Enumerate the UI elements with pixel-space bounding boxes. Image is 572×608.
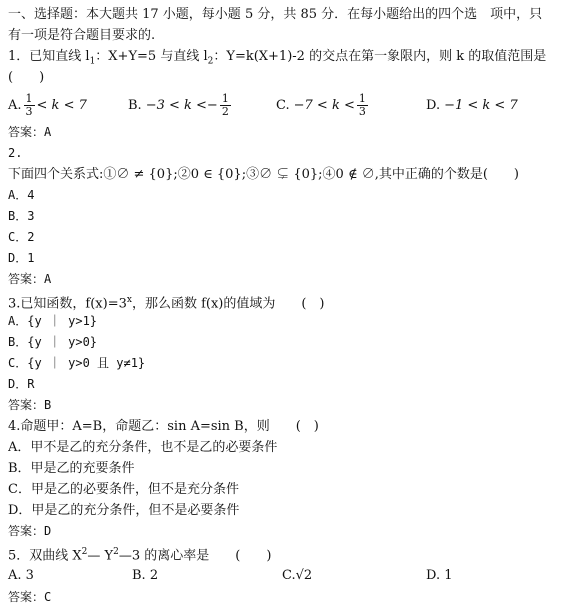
q1-options	[8, 88, 566, 122]
q1-option-c: C. −7 < k < $\frac{1}{3}$	[276, 91, 366, 118]
q2-option-b: B．3	[8, 209, 35, 223]
q3-option-c: C．{y ｜ y>0 且 y≠1}	[8, 356, 146, 370]
q3-stem: 3.已知函数，$f(x)=3^x$，那么函数 f(x)的值域为 ( )	[8, 295, 325, 311]
fraction: $\frac{1}{3}$	[358, 91, 366, 118]
section-header-line2: 有一项是符合题目要求的.	[8, 28, 156, 43]
fraction: $\frac{1}{3}$	[25, 91, 33, 118]
fraction: $\frac{1}{2}$	[221, 91, 229, 118]
q2-option-d: D．1	[8, 251, 35, 265]
q5-stem: 5．双曲线 $X^2—$ $Y^2—3$ 的离心率是 ( )	[8, 547, 272, 563]
q1-option-a: A. $\frac{1}{3}$ < k < 7	[8, 91, 87, 118]
q5-option-a: A. 3	[8, 567, 34, 583]
q2-answer: 答案：A	[8, 272, 52, 286]
q4-option-b: B．甲是乙的充要条件	[8, 461, 135, 476]
q2-stem: 下面四个关系式:①∅ ≠ {0};②0 ∈ {0};③∅ ⊊ {0};④0 ∉ ∅,其中正确的个数是( )	[8, 167, 519, 182]
q3-option-d: D．R	[8, 377, 35, 391]
q5-option-c: C.√2	[282, 567, 313, 583]
section-header-line1: 一、选择题：本大题共 17 小题，每小题 5 分，共 85 分．在每小题给出的四个选 项中，只	[8, 7, 543, 22]
q5-option-b: B. 2	[132, 567, 159, 583]
q3-answer: 答案：B	[8, 398, 52, 412]
q4-option-a: A．甲不是乙的充分条件，也不是乙的必要条件	[8, 440, 278, 455]
q1-stem: 1．已知直线 $l_1$：X+Y=5 与直线 $l_2$：Y=k(X+1)-2 的交点在第一象限内，则 k 的取值范围是	[8, 49, 547, 67]
q1-answer: 答案：A	[8, 125, 52, 139]
q1-paren: ( )	[8, 70, 45, 85]
q1-option-d: D. −1 < k < 7	[426, 97, 518, 113]
q2-option-c: C．2	[8, 230, 35, 244]
q1-option-b: B. −3 < k <− $\frac{1}{2}$	[128, 91, 229, 118]
q3-option-a: A．{y ｜ y>1}	[8, 314, 98, 328]
q3-option-b: B．{y ｜ y>0}	[8, 335, 98, 349]
q2-number: 2.	[8, 146, 23, 160]
q4-answer: 答案：D	[8, 524, 52, 538]
q4-stem: 4.命题甲：A=B，命题乙：sin A=sin B，则 ( )	[8, 419, 319, 434]
q4-option-c: C．甲是乙的必要条件，但不是充分条件	[8, 482, 239, 497]
q5-answer: 答案：C	[8, 590, 52, 604]
q5-option-d: D. 1	[426, 567, 453, 583]
q5-options	[8, 563, 566, 587]
q2-option-a: A．4	[8, 188, 35, 202]
q4-option-d: D．甲是乙的充分条件，但不是必要条件	[8, 503, 240, 518]
